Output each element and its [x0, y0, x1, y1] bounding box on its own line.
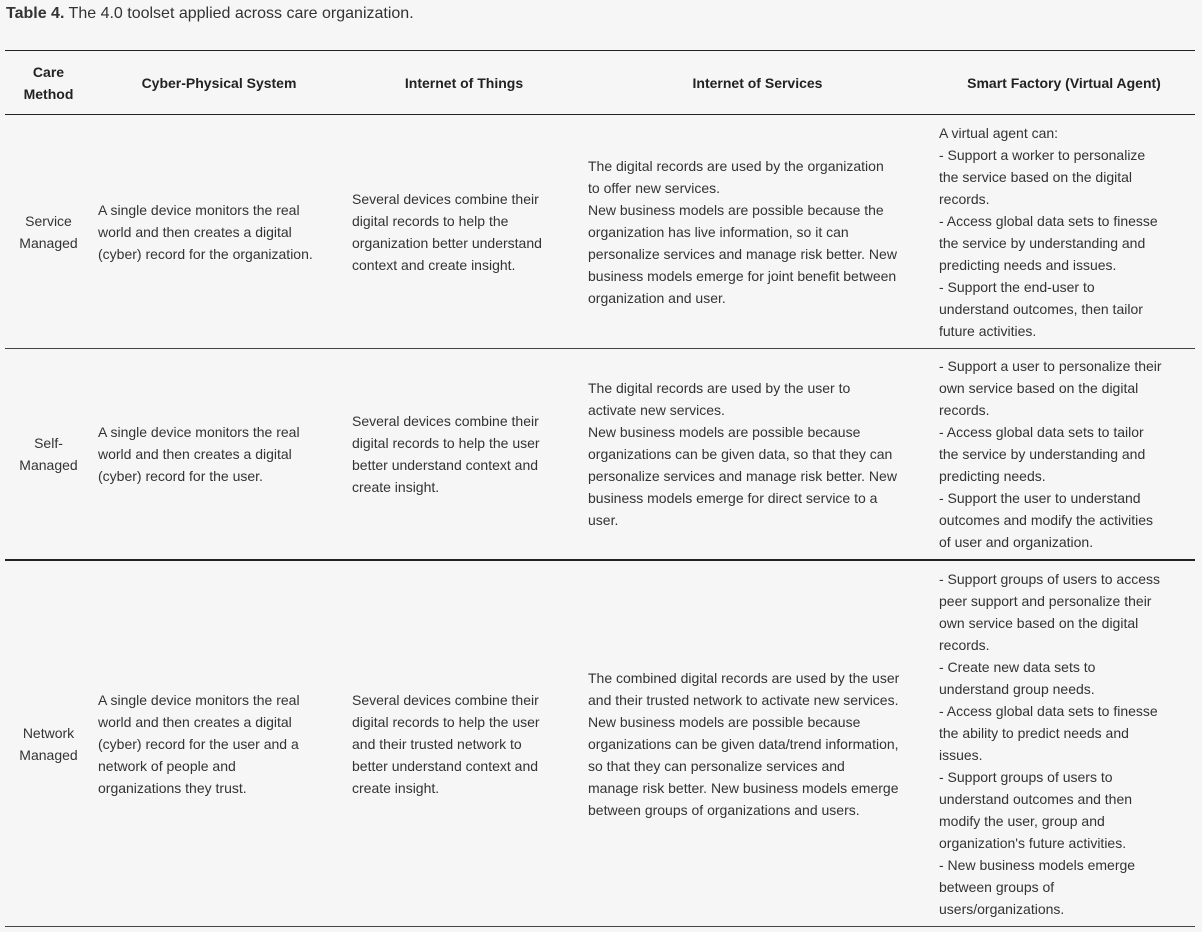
- cell-line: - Support a user to personalize their: [939, 358, 1162, 374]
- cell-line: (cyber) record for the user and a: [98, 735, 299, 752]
- cell-line: predicting needs and issues.: [939, 256, 1117, 273]
- cell-line: records.: [939, 636, 990, 653]
- cell-line: and their trusted network to activate new services.: [588, 691, 899, 708]
- internet-of-services-cell: [582, 560, 933, 927]
- cell-line: Managed: [19, 457, 78, 473]
- cell-line: A virtual agent can:: [939, 124, 1059, 141]
- care-method-cell: [5, 115, 92, 349]
- header-row: [5, 51, 1195, 115]
- cell-line: digital records to help the user: [352, 713, 540, 730]
- cell-line: peer support and personalize their: [939, 592, 1152, 609]
- cell-line: better understand context and: [352, 757, 539, 774]
- cell-line: own service based on the digital: [939, 380, 1139, 396]
- cell-line: New business models are possible because the: [588, 201, 884, 218]
- cell-line: digital records to help the: [352, 212, 509, 229]
- cell-line: (cyber) record for the user.: [98, 468, 263, 484]
- cell-line: understand outcomes and then: [939, 790, 1133, 807]
- cell-line: organization and user.: [588, 289, 726, 306]
- cell-line: records.: [939, 402, 990, 418]
- cell-line: The digital records are used by the user to: [588, 380, 851, 396]
- caption-text: The 4.0 toolset applied across care organization.: [64, 5, 414, 22]
- cell-line: of user and organization.: [939, 534, 1094, 550]
- cell-line: - New business models emerge: [939, 856, 1136, 873]
- cyber-physical-cell: [92, 349, 346, 561]
- cell-line: The combined digital records are used by the user: [588, 669, 900, 686]
- cell-line: so that they can personalize services and: [588, 757, 845, 774]
- table-row: [5, 560, 1195, 927]
- cell-line: create insight.: [352, 479, 440, 495]
- cell-line: manage risk better. New business models emerge: [588, 779, 899, 796]
- cell-line: organizations can be given data/trend information,: [588, 735, 899, 752]
- cell-line: better understand context and: [352, 457, 539, 473]
- smart-factory-cell: [933, 349, 1195, 561]
- cell-line: between groups of: [939, 878, 1055, 895]
- cell-line: organization's future activities.: [939, 834, 1127, 851]
- header-internet-of-services: Internet of Services: [582, 51, 933, 115]
- cell-line: business models emerge for direct service to a: [588, 490, 878, 506]
- cell-line: - Support a worker to personalize: [939, 146, 1146, 163]
- cell-line: A single device monitors the real: [98, 691, 300, 708]
- cell-line: issues.: [939, 746, 983, 763]
- cell-line: understand group needs.: [939, 680, 1095, 697]
- cell-line: - Access global data sets to finesse: [939, 212, 1158, 229]
- cell-line: user.: [588, 512, 619, 528]
- cell-line: own service based on the digital: [939, 614, 1139, 631]
- internet-of-services-cell: [582, 115, 933, 349]
- cell-line: Service: [25, 212, 72, 229]
- internet-of-services-cell: [582, 349, 933, 561]
- cell-line: network of people and: [98, 757, 236, 774]
- cell-line: personalize services and manage risk better. New: [588, 468, 897, 484]
- cell-line: Several devices combine their: [352, 190, 539, 207]
- cell-line: create insight.: [352, 779, 440, 796]
- cyber-physical-cell: [92, 560, 346, 927]
- cell-line: world and then creates a digital: [98, 446, 292, 462]
- table-row: [5, 115, 1195, 349]
- cell-line: A single device monitors the real: [98, 201, 300, 218]
- cell-line: personalize services and manage risk better. New: [588, 245, 897, 262]
- cell-line: - Support the end-user to: [939, 278, 1095, 295]
- cell-line: - Access global data sets to tailor: [939, 424, 1144, 440]
- cell-line: New business models are possible because: [588, 713, 861, 730]
- cell-line: world and then creates a digital: [98, 713, 292, 730]
- cell-line: predicting needs.: [939, 468, 1046, 484]
- cell-line: users/organizations.: [939, 900, 1065, 917]
- cell-line: records.: [939, 190, 990, 207]
- cell-line: Several devices combine their: [352, 413, 539, 429]
- cell-line: the service by understanding and: [939, 234, 1146, 251]
- cell-line: Self-: [34, 435, 63, 451]
- header-cyber-physical-system: Cyber-Physical System: [92, 51, 346, 115]
- cell-line: business models emerge for joint benefit between: [588, 267, 897, 284]
- cell-line: - Support the user to understand: [939, 490, 1141, 506]
- cell-line: organizations can be given data, so that they can: [588, 446, 893, 462]
- header-internet-of-things: Internet of Things: [346, 51, 582, 115]
- cyber-physical-cell: [92, 115, 346, 349]
- smart-factory-cell: [933, 115, 1195, 349]
- cell-line: the service by understanding and: [939, 446, 1146, 462]
- cell-line: organization has live information, so it can: [588, 223, 849, 240]
- care-method-cell: [5, 560, 92, 927]
- caption-label: Table 4.: [6, 5, 65, 22]
- cell-line: between groups of organizations and users.: [588, 801, 860, 818]
- table-caption: [6, 4, 414, 24]
- cell-line: New business models are possible because: [588, 424, 861, 440]
- toolset-table: [5, 50, 1195, 927]
- cell-line: the ability to predict needs and: [939, 724, 1129, 741]
- cell-line: future activities.: [939, 322, 1037, 339]
- cell-line: to offer new services.: [588, 179, 721, 196]
- cell-line: outcomes and modify the activities: [939, 512, 1153, 528]
- table-container: [5, 50, 1195, 927]
- cell-line: (cyber) record for the organization.: [98, 245, 313, 262]
- cell-line: Managed: [19, 234, 78, 251]
- internet-of-things-cell: [346, 115, 582, 349]
- header-smart-factory: Smart Factory (Virtual Agent): [933, 51, 1195, 115]
- cell-line: organization better understand: [352, 234, 542, 251]
- cell-line: - Support groups of users to access: [939, 570, 1160, 587]
- cell-line: organizations they trust.: [98, 779, 247, 796]
- cell-line: - Access global data sets to finesse: [939, 702, 1158, 719]
- cell-line: the service based on the digital: [939, 168, 1133, 185]
- cell-line: context and create insight.: [352, 256, 516, 273]
- cell-line: digital records to help the user: [352, 435, 540, 451]
- cell-line: The digital records are used by the organization: [588, 157, 884, 174]
- table-row: [5, 349, 1195, 561]
- cell-line: - Support groups of users to: [939, 768, 1113, 785]
- cell-line: - Create new data sets to: [939, 658, 1096, 675]
- cell-line: Several devices combine their: [352, 691, 539, 708]
- care-method-cell: [5, 349, 92, 561]
- cell-line: modify the user, group and: [939, 812, 1105, 829]
- cell-line: world and then creates a digital: [98, 223, 292, 240]
- cell-line: Network: [22, 724, 75, 741]
- internet-of-things-cell: [346, 560, 582, 927]
- internet-of-things-cell: [346, 349, 582, 561]
- cell-line: understand outcomes, then tailor: [939, 300, 1143, 317]
- cell-line: A single device monitors the real: [98, 424, 300, 440]
- cell-line: Managed: [19, 746, 78, 763]
- cell-line: activate new services.: [588, 402, 725, 418]
- header-care-method: Care Method: [5, 51, 92, 115]
- cell-line: and their trusted network to: [352, 735, 522, 752]
- smart-factory-cell: [933, 560, 1195, 927]
